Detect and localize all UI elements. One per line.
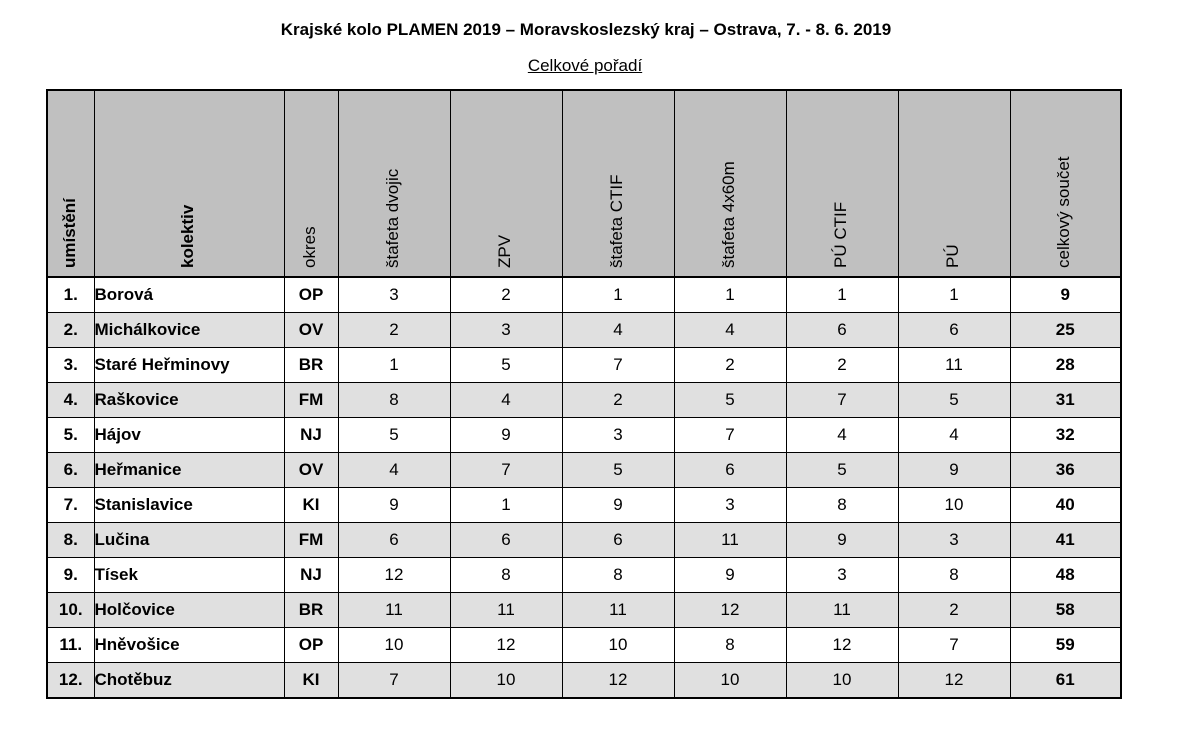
ctif-relay-cell: 2 [562,383,674,418]
rank-cell: 7. [47,488,94,523]
zpv-cell: 2 [450,277,562,313]
rank-cell: 9. [47,558,94,593]
table-row [47,348,1121,383]
total-cell: 61 [1010,663,1121,699]
pair-relay-cell: 12 [338,558,450,593]
pu-ctif-cell: 10 [786,663,898,699]
pu-ctif-cell: 6 [786,313,898,348]
relay-4x60-cell: 8 [674,628,786,663]
table-body [47,277,1121,698]
col-header-rank: umístění [47,90,94,277]
zpv-cell: 9 [450,418,562,453]
district-cell: BR [284,348,338,383]
pu-cell: 11 [898,348,1010,383]
ctif-relay-cell: 10 [562,628,674,663]
total-cell: 9 [1010,277,1121,313]
team-cell: Raškovice [94,383,284,418]
pu-ctif-cell: 12 [786,628,898,663]
relay-4x60-cell: 5 [674,383,786,418]
relay-4x60-cell: 4 [674,313,786,348]
pu-ctif-cell: 9 [786,523,898,558]
table-header-row [47,90,1121,277]
pair-relay-cell: 11 [338,593,450,628]
district-cell: OV [284,313,338,348]
rank-cell: 4. [47,383,94,418]
table-row [47,663,1121,699]
team-cell: Borová [94,277,284,313]
total-cell: 41 [1010,523,1121,558]
team-cell: Michálkovice [94,313,284,348]
district-cell: OP [284,628,338,663]
table-row [47,453,1121,488]
table-row [47,558,1121,593]
ctif-relay-cell: 7 [562,348,674,383]
col-header-pair-relay: štafeta dvojic [338,90,450,277]
ctif-relay-cell: 6 [562,523,674,558]
relay-4x60-cell: 10 [674,663,786,699]
pu-ctif-cell: 3 [786,558,898,593]
rank-cell: 1. [47,277,94,313]
table-row [47,488,1121,523]
relay-4x60-cell: 11 [674,523,786,558]
zpv-cell: 4 [450,383,562,418]
pair-relay-cell: 4 [338,453,450,488]
col-header-district: okres [284,90,338,277]
rank-cell: 6. [47,453,94,488]
pu-ctif-cell: 7 [786,383,898,418]
team-cell: Staré Heřminovy [94,348,284,383]
relay-4x60-cell: 12 [674,593,786,628]
pu-cell: 8 [898,558,1010,593]
col-header-pu: PÚ [898,90,1010,277]
pu-cell: 4 [898,418,1010,453]
col-header-4x60-relay: štafeta 4x60m [674,90,786,277]
pu-cell: 9 [898,453,1010,488]
table-row [47,313,1121,348]
pu-ctif-cell: 8 [786,488,898,523]
pair-relay-cell: 5 [338,418,450,453]
zpv-cell: 8 [450,558,562,593]
table-row [47,593,1121,628]
pair-relay-cell: 2 [338,313,450,348]
pair-relay-cell: 8 [338,383,450,418]
col-header-pu-ctif: PÚ CTIF [786,90,898,277]
team-cell: Stanislavice [94,488,284,523]
team-cell: Hájov [94,418,284,453]
pu-ctif-cell: 11 [786,593,898,628]
relay-4x60-cell: 9 [674,558,786,593]
ctif-relay-cell: 5 [562,453,674,488]
team-cell: Heřmanice [94,453,284,488]
rank-cell: 11. [47,628,94,663]
pu-ctif-cell: 2 [786,348,898,383]
district-cell: KI [284,488,338,523]
pair-relay-cell: 1 [338,348,450,383]
zpv-cell: 3 [450,313,562,348]
relay-4x60-cell: 1 [674,277,786,313]
ctif-relay-cell: 4 [562,313,674,348]
rank-cell: 3. [47,348,94,383]
pair-relay-cell: 6 [338,523,450,558]
col-header-total: celkový součet [1010,90,1121,277]
rank-cell: 8. [47,523,94,558]
zpv-cell: 12 [450,628,562,663]
ctif-relay-cell: 1 [562,277,674,313]
page-subtitle: Celkové pořadí [527,56,643,75]
pair-relay-cell: 3 [338,277,450,313]
page-title: Krajské kolo PLAMEN 2019 – Moravskoslezský kraj – Ostrava, 7. - 8. 6. 2019 [280,20,892,39]
district-cell: BR [284,593,338,628]
pu-cell: 1 [898,277,1010,313]
pu-cell: 2 [898,593,1010,628]
zpv-cell: 7 [450,453,562,488]
total-cell: 59 [1010,628,1121,663]
total-cell: 48 [1010,558,1121,593]
ctif-relay-cell: 3 [562,418,674,453]
pu-ctif-cell: 5 [786,453,898,488]
pair-relay-cell: 10 [338,628,450,663]
table-row [47,383,1121,418]
pair-relay-cell: 7 [338,663,450,699]
team-cell: Tísek [94,558,284,593]
col-header-zpv: ZPV [450,90,562,277]
rank-cell: 5. [47,418,94,453]
team-cell: Chotěbuz [94,663,284,699]
total-cell: 58 [1010,593,1121,628]
district-cell: KI [284,663,338,699]
results-table [46,89,1122,699]
pu-cell: 10 [898,488,1010,523]
zpv-cell: 10 [450,663,562,699]
col-header-team: kolektiv [94,90,284,277]
zpv-cell: 1 [450,488,562,523]
district-cell: NJ [284,418,338,453]
district-cell: NJ [284,558,338,593]
total-cell: 40 [1010,488,1121,523]
pu-cell: 7 [898,628,1010,663]
pu-ctif-cell: 4 [786,418,898,453]
ctif-relay-cell: 12 [562,663,674,699]
total-cell: 32 [1010,418,1121,453]
relay-4x60-cell: 6 [674,453,786,488]
rank-cell: 10. [47,593,94,628]
relay-4x60-cell: 3 [674,488,786,523]
total-cell: 36 [1010,453,1121,488]
team-cell: Holčovice [94,593,284,628]
pu-cell: 6 [898,313,1010,348]
total-cell: 31 [1010,383,1121,418]
district-cell: OP [284,277,338,313]
pu-cell: 5 [898,383,1010,418]
district-cell: FM [284,383,338,418]
ctif-relay-cell: 11 [562,593,674,628]
pair-relay-cell: 9 [338,488,450,523]
relay-4x60-cell: 2 [674,348,786,383]
team-cell: Hněvošice [94,628,284,663]
col-header-ctif-relay: štafeta CTIF [562,90,674,277]
rank-cell: 2. [47,313,94,348]
district-cell: OV [284,453,338,488]
rank-cell: 12. [47,663,94,699]
table-row [47,523,1121,558]
pu-cell: 12 [898,663,1010,699]
pu-cell: 3 [898,523,1010,558]
zpv-cell: 11 [450,593,562,628]
team-cell: Lučina [94,523,284,558]
table-row [47,628,1121,663]
pu-ctif-cell: 1 [786,277,898,313]
total-cell: 25 [1010,313,1121,348]
ctif-relay-cell: 8 [562,558,674,593]
table-row [47,277,1121,313]
table-row [47,418,1121,453]
district-cell: FM [284,523,338,558]
relay-4x60-cell: 7 [674,418,786,453]
zpv-cell: 5 [450,348,562,383]
ctif-relay-cell: 9 [562,488,674,523]
zpv-cell: 6 [450,523,562,558]
total-cell: 28 [1010,348,1121,383]
